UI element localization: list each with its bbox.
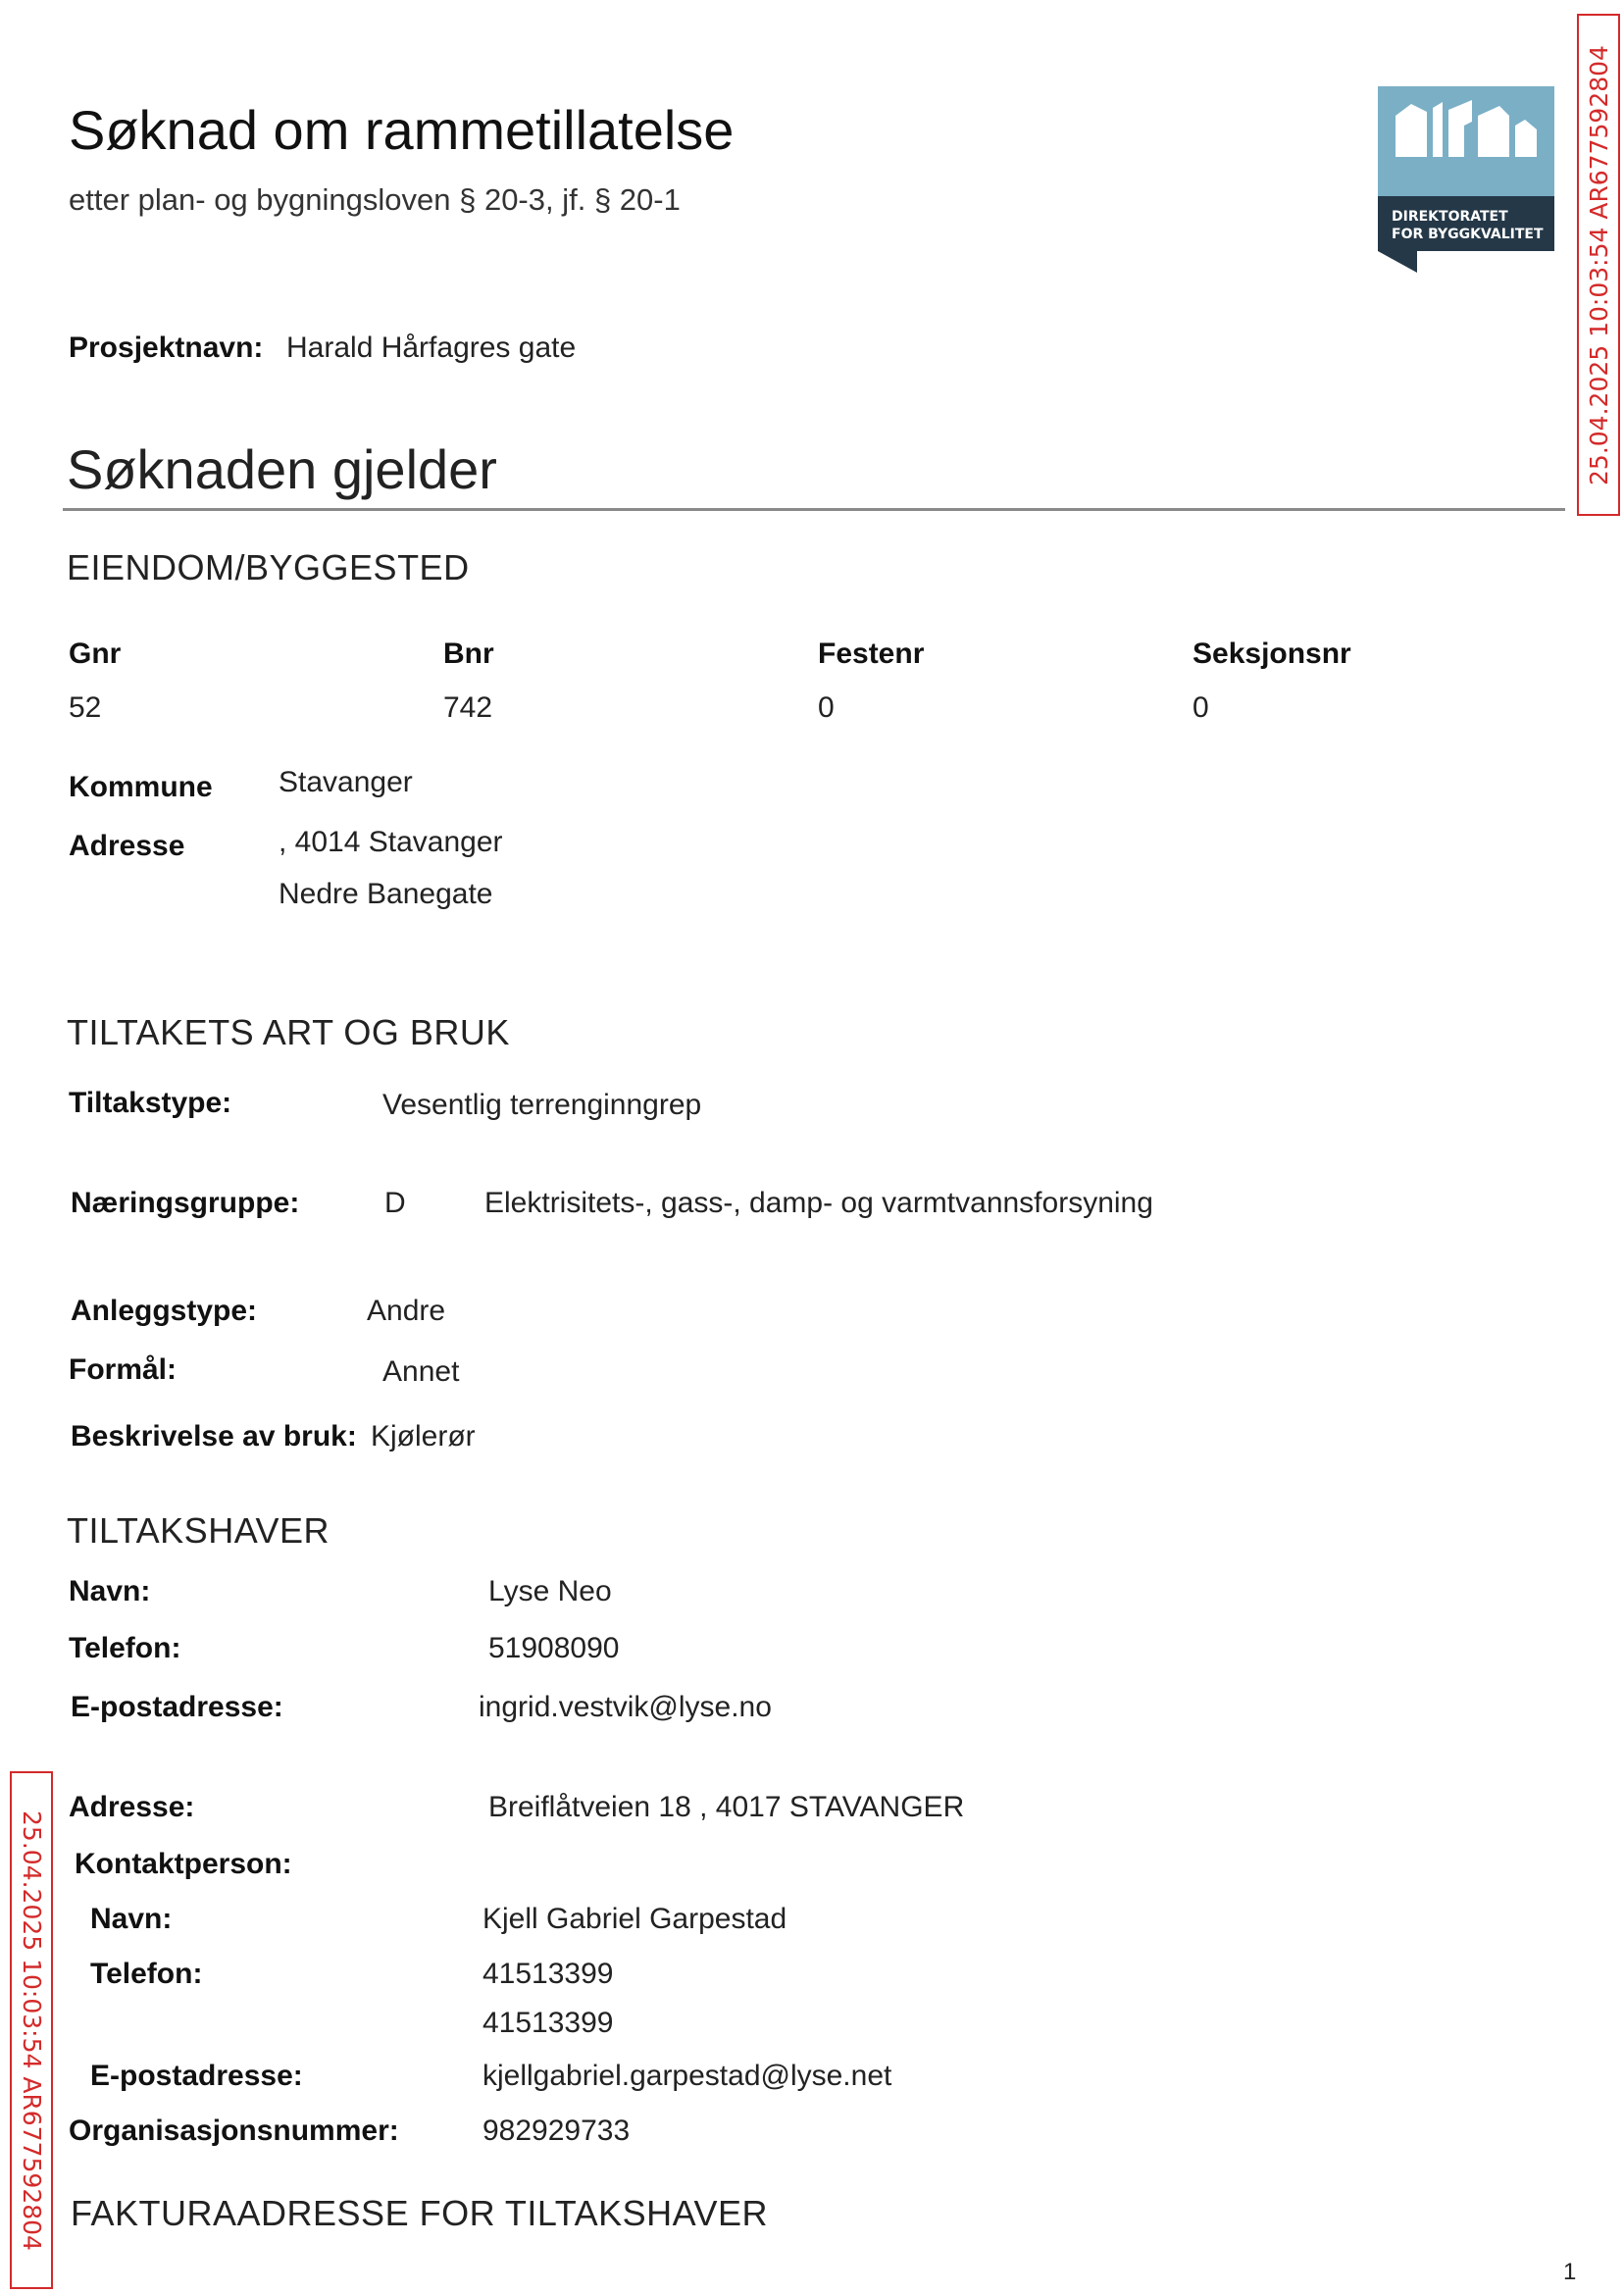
naeringsgruppe-code: D (384, 1187, 406, 1219)
tiltakshaver-navn-value: Lyse Neo (488, 1575, 612, 1607)
kontakt-telefon-value-2: 41513399 (482, 2007, 614, 2039)
orgnr-value: 982929733 (482, 2115, 631, 2147)
naeringsgruppe-value: Elektrisitets-, gass-, damp- og varmtvannsforsyning (484, 1187, 1153, 1219)
timestamp-stamp-bottom-text: 25.04.2025 10:03:54 AR677592804 (17, 1810, 46, 2251)
section-divider (63, 508, 1565, 511)
document-subtitle: etter plan- og bygningsloven § 20-3, jf. § 20-1 (69, 182, 681, 217)
formal-value: Annet (382, 1355, 460, 1388)
tiltakshaver-epost-value: ingrid.vestvik@lyse.no (479, 1691, 772, 1723)
project-name-value: Harald Hårfagres gate (286, 331, 577, 364)
anleggstype-label: Anleggstype: (71, 1295, 258, 1327)
gnr-value: 52 (69, 691, 102, 724)
tiltakshaver-telefon-value: 51908090 (488, 1632, 620, 1664)
tiltakshaver-heading: TILTAKSHAVER (67, 1510, 330, 1551)
adresse-label: Adresse (69, 830, 185, 862)
beskrivelse-label: Beskrivelse av bruk: (71, 1420, 357, 1453)
tiltakstype-label: Tiltakstype: (69, 1087, 232, 1119)
adresse-line1: , 4014 Stavanger (279, 826, 503, 858)
faktura-heading: FAKTURAADRESSE FOR TILTAKSHAVER (71, 2193, 768, 2233)
dibk-logo (1378, 86, 1554, 278)
kommune-value: Stavanger (279, 766, 413, 798)
property-heading: EIENDOM/BYGGESTED (67, 547, 470, 587)
timestamp-stamp-top (1577, 14, 1620, 516)
document-title: Søknad om rammetillatelse (69, 99, 735, 161)
kommune-label: Kommune (69, 771, 213, 803)
gnr-label: Gnr (69, 637, 122, 670)
orgnr-label: Organisasjonsnummer: (69, 2115, 399, 2147)
logo-text-line2: FOR BYGGKVALITET (1392, 227, 1544, 242)
tiltakshaver-adresse-value: Breiflåtveien 18 , 4017 STAVANGER (488, 1791, 965, 1823)
tiltakshaver-adresse-label: Adresse: (69, 1791, 195, 1823)
timestamp-stamp-top-text: 25.04.2025 10:03:54 AR677592804 (1584, 44, 1613, 485)
kontakt-telefon-label: Telefon: (90, 1958, 203, 1990)
kontakt-navn-value: Kjell Gabriel Garpestad (482, 1903, 787, 1935)
kontakt-navn-label: Navn: (90, 1903, 173, 1935)
logo-text-line1: DIREKTORATET (1392, 209, 1508, 225)
tiltak-heading: TILTAKETS ART OG BRUK (67, 1012, 510, 1052)
project-name-label: Prosjektnavn: (69, 331, 264, 364)
kontaktperson-label: Kontaktperson: (75, 1848, 292, 1880)
formal-label: Formål: (69, 1353, 178, 1386)
bnr-label: Bnr (443, 637, 494, 670)
tiltakshaver-navn-label: Navn: (69, 1575, 151, 1607)
naeringsgruppe-label: Næringsgruppe: (71, 1187, 300, 1219)
page-number: 1 (1563, 2259, 1577, 2285)
dibk-logo-icon (1378, 86, 1554, 278)
timestamp-stamp-bottom (10, 1771, 53, 2289)
tiltakshaver-epost-label: E-postadresse: (71, 1691, 283, 1723)
kontakt-epost-value: kjellgabriel.garpestad@lyse.net (482, 2060, 892, 2092)
tiltakshaver-telefon-label: Telefon: (69, 1632, 181, 1664)
festenr-label: Festenr (818, 637, 925, 670)
seksjonsnr-value: 0 (1193, 691, 1209, 724)
seksjonsnr-label: Seksjonsnr (1193, 637, 1351, 670)
beskrivelse-value: Kjølerør (371, 1420, 476, 1453)
tiltakstype-value: Vesentlig terrenginngrep (382, 1089, 702, 1121)
adresse-line2: Nedre Banegate (279, 878, 493, 910)
anleggstype-value: Andre (367, 1295, 446, 1327)
bnr-value: 742 (443, 691, 493, 724)
kontakt-telefon-value-1: 41513399 (482, 1958, 614, 1990)
kontakt-epost-label: E-postadresse: (90, 2060, 303, 2092)
festenr-value: 0 (818, 691, 835, 724)
section-title: Søknaden gjelder (67, 438, 497, 500)
